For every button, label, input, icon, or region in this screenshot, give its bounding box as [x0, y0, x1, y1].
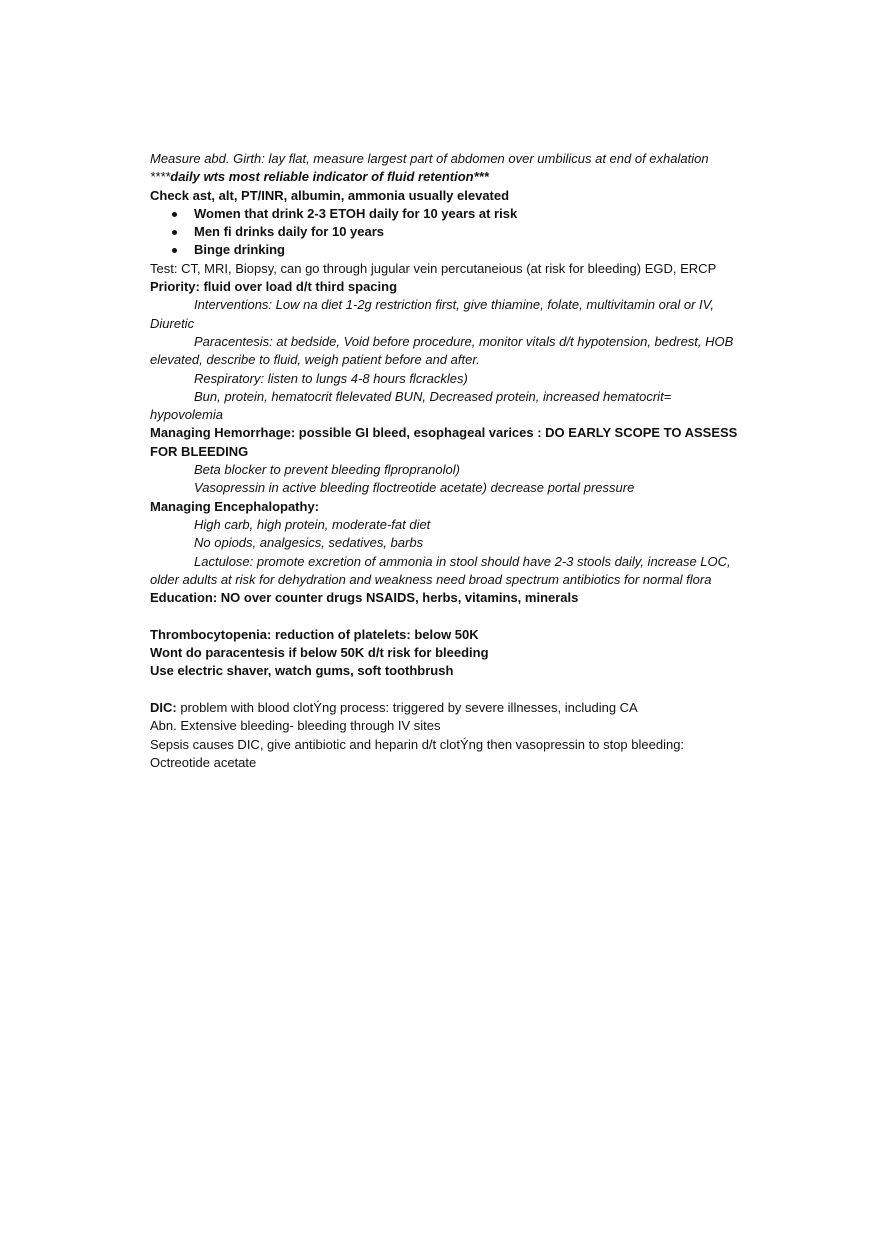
list-item-label: Men fi drinks daily for 10 years: [194, 224, 385, 240]
list-item-label: Women that drink 2-3 ETOH daily for 10 years at risk: [194, 205, 518, 221]
vasopressin-line: Vasopressin in active bleeding floctreotide acetate) decrease portal pressure: [194, 480, 635, 496]
list-item: [194, 205, 740, 223]
hemorrhage-heading: Managing Hemorrhage: possible GI bleed, esophageal varices : DO EARLY SCOPE TO ASSESS FOR BLEEDING: [150, 425, 738, 459]
priority-heading: Priority: fluid over load d/t third spacing: [150, 279, 398, 295]
paracentesis-line: Paracentesis: at bedside, Void before procedure, monitor vitals d/t hypotension, bedrest, HOB elevated, describe to fluid, weigh patient before and after.: [150, 333, 734, 368]
extensive-bleeding-line: Abn. Extensive bleeding- bleeding through IV sites: [150, 718, 441, 734]
bleeding-precautions-line: Use electric shaver, watch gums, soft toothbrush: [150, 663, 454, 679]
list-item: [194, 223, 740, 241]
encephalopathy-heading: Managing Encephalopathy:: [150, 498, 320, 514]
list-item: [194, 241, 740, 259]
education-line: Education: NO over counter drugs NSAIDS, herbs, vitamins, minerals: [150, 590, 579, 606]
list-item-label: Binge drinking: [194, 242, 285, 258]
diet-line: High carb, high protein, moderate-fat diet: [194, 516, 431, 532]
bullet-icon: [172, 248, 177, 253]
document-page: [150, 150, 740, 772]
bun-protein-line: Bun, protein, hematocrit flelevated BUN, Decreased protein, increased hematocrit= hypovolemia: [150, 388, 672, 423]
spacer: [150, 607, 740, 625]
lab-check-line: Check ast, alt, PT/INR, albumin, ammonia usually elevated: [150, 187, 510, 203]
lactulose-line: Lactulose: promote excretion of ammonia in stool should have 2-3 stools daily, increase LOC, older adults at risk for dehydration and weakness need broad spectrum antibiotics for normal flora: [150, 553, 731, 587]
tests-line: Test: CT, MRI, Biopsy, can go through jugular vein percutaneious (at risk for bleeding) EGD, ERCP: [150, 260, 717, 276]
risk-bullet-list: [150, 205, 740, 260]
sepsis-line: Sepsis causes DIC, give antibiotic and heparin d/t clotÝng then vasopressin to stop bleeding: Octreotide acetate: [150, 736, 685, 770]
respiratory-line: Respiratory: listen to lungs 4-8 hours flcrackles): [194, 370, 468, 386]
daily-weights-note: daily wts most reliable indicator of fluid retention***: [170, 169, 489, 185]
paracentesis-platelet-line: Wont do paracentesis if below 50K d/t risk for bleeding: [150, 645, 489, 661]
spacer: [150, 681, 740, 699]
dic-text: problem with blood clotÝng process: triggered by severe illnesses, including CA: [176, 699, 638, 715]
beta-blocker-line: Beta blocker to prevent bleeding flpropranolol): [194, 462, 460, 478]
no-opioids-line: No opiods, analgesics, sedatives, barbs: [194, 535, 424, 551]
bullet-icon: [172, 230, 177, 235]
thrombocytopenia-heading: Thrombocytopenia: reduction of platelets: below 50K: [150, 626, 479, 642]
bullet-icon: [172, 212, 177, 217]
dic-label: DIC:: [150, 699, 177, 715]
girth-measurement-note: [150, 150, 740, 187]
dic-line: [150, 699, 740, 717]
interventions-line: Interventions: Low na diet 1-2g restriction first, give thiamine, folate, multivitamin oral or IV, Diuretic: [150, 297, 714, 331]
girth-text: Measure abd. Girth: lay flat, measure largest part of abdomen over umbilicus at end of exhalation ****: [150, 151, 709, 185]
